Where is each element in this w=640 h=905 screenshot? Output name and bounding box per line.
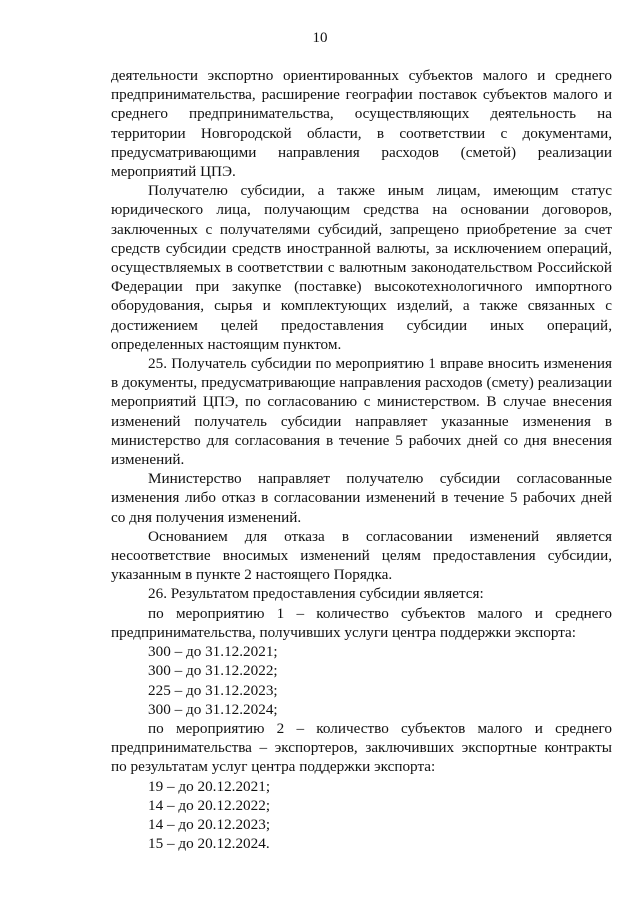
- target-item: 19 – до 20.12.2021;: [148, 777, 271, 795]
- paragraph-measure-1: по мероприятию 1 – количество субъектов малого и среднего предпринимательства, получивших услуги центра поддержки экспорта:: [111, 604, 612, 641]
- paragraph-clause-25: 25. Получатель субсидии по мероприятию 1 вправе вносить изменения в документы, предусматривающие направления расходов (смету) реализации мероприятий ЦПЭ, по согласованию с министерством. В случае внесения изменений получатель субсидии направляет указанные изменения в министерство для согласования в течение 5 рабочих дней со дня внесения изменений.: [111, 355, 612, 469]
- target-item: 15 – до 20.12.2024.: [148, 835, 270, 853]
- page-number: 10: [312, 30, 328, 46]
- paragraph-ministry-response: Министерство направляет получателю субсидии согласованные изменения либо отказ в согласовании изменений в течение 5 рабочих дней со дня получения изменений.: [111, 470, 612, 526]
- paragraph-clause-26: 26. Результатом предоставления субсидии является:: [148, 585, 484, 603]
- target-item: 300 – до 31.12.2021;: [148, 643, 278, 661]
- target-item: 300 – до 31.12.2022;: [148, 662, 278, 680]
- paragraph-refusal-grounds: Основанием для отказа в согласовании изменений является несоответствие вносимых изменений целям предоставления субсидии, указанным в пункте 2 настоящего Порядка.: [111, 527, 612, 584]
- target-item: 14 – до 20.12.2022;: [148, 796, 271, 814]
- target-item: 14 – до 20.12.2023;: [148, 815, 271, 833]
- paragraph-measure-2: по мероприятию 2 – количество субъектов малого и среднего предпринимательства – экспортеров, заключивших экспортные контракты по результатам услуг центра поддержки экспорта:: [111, 719, 612, 776]
- target-item: 300 – до 31.12.2024;: [148, 700, 278, 718]
- paragraph-currency-restriction: Получателю субсидии, а также иным лицам, имеющим статус юридического лица, получающим средства на основании договоров, заключенных с получателями субсидий, запрещено приобретение за счет средств субсидии средств иностранной валюты, за исключением операций, осуществляемых в соответствии с валютным законодательством Российской Федерации при закупке (поставке) высокотехнологичного импортного оборудования, сырья и комплектующих изделий, а также связанных с достижением целей предоставления субсидии иных операций, определенных настоящим пунктом.: [111, 182, 612, 353]
- document-body: [111, 66, 612, 853]
- paragraph-continuation: деятельности экспортно ориентированных субъектов малого и среднего предпринимательства, расширение географии поставок субъектов малого и среднего предпринимательства, осуществляющих деятельность на территории Новгородской области, в соответствии с документами, предусматривающими направления расходов (сметой) реализации мероприятий ЦПЭ.: [111, 67, 612, 181]
- target-item: 225 – до 31.12.2023;: [148, 681, 278, 699]
